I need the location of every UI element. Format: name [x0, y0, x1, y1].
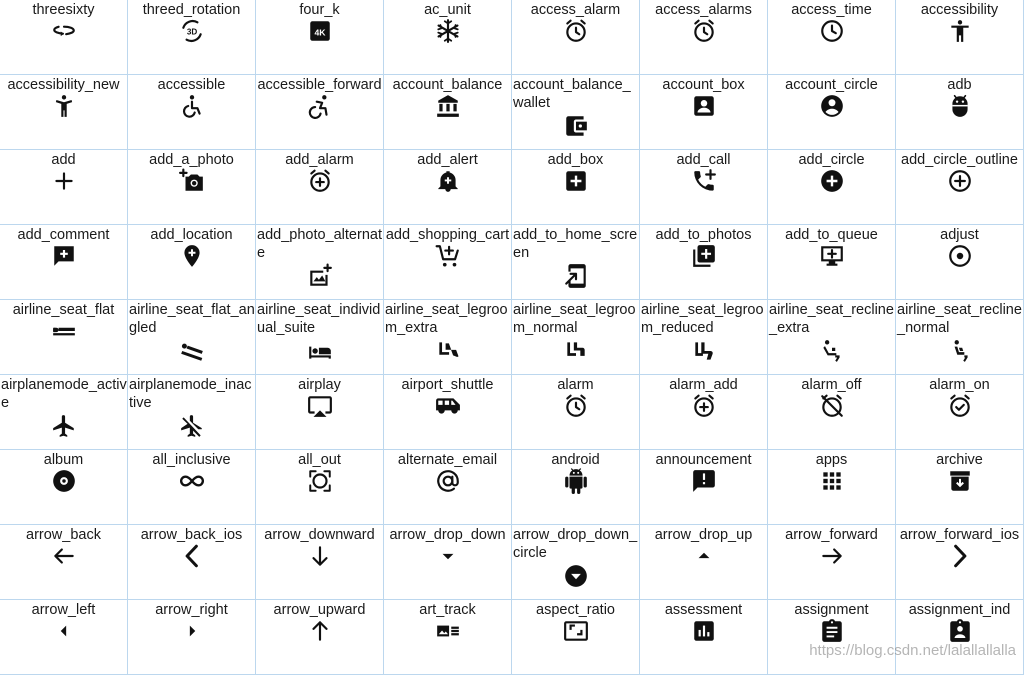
airline-seat-legroom-extra-icon: [435, 338, 461, 364]
icon-cell: [512, 0, 640, 75]
icon-cell: [384, 225, 512, 300]
icon-cell: [128, 375, 256, 450]
icon-label: airline_seat_legroom_extra: [385, 302, 508, 336]
svg-text:4K: 4K: [313, 27, 326, 38]
icon-cell: [256, 225, 384, 300]
icon-cell: [128, 225, 256, 300]
icon-label: add_comment: [17, 227, 110, 243]
icon-cell: [0, 225, 128, 300]
icon-cell: [896, 600, 1024, 675]
icon-cell: [256, 525, 384, 600]
add-circle-icon: [819, 168, 845, 194]
icon-label: add_circle_outline: [901, 152, 1018, 168]
icon-label: arrow_back_ios: [140, 527, 243, 543]
icon-label: add: [51, 152, 76, 168]
icon-label: ac_unit: [424, 2, 471, 18]
art-track-icon: [435, 618, 461, 644]
threesixty-icon: [51, 18, 77, 44]
all-out-icon: [307, 468, 333, 494]
icon-label: arrow_downward: [264, 527, 375, 543]
icon-label: accessibility: [920, 2, 999, 18]
icon-label: access_alarms: [655, 2, 752, 18]
icon-label: accessible: [157, 77, 226, 93]
icon-label: arrow_drop_up: [654, 527, 753, 543]
aspect-ratio-icon: [563, 618, 589, 644]
airline-seat-recline-normal-icon: [947, 338, 973, 364]
adb-icon: [947, 93, 973, 119]
alternate-email-icon: [435, 468, 461, 494]
icon-cell: [512, 600, 640, 675]
icon-cell: [384, 600, 512, 675]
assignment-ind-icon: [947, 618, 973, 644]
icon-label: airline_seat_legroom_reduced: [641, 302, 764, 336]
icon-label: arrow_upward: [273, 602, 366, 618]
alarm-on-icon: [947, 393, 973, 419]
icon-cell: [384, 375, 512, 450]
apps-icon: [819, 468, 845, 494]
icon-cell: [128, 150, 256, 225]
icon-cell: [0, 450, 128, 525]
arrow-downward-icon: [307, 543, 333, 569]
icon-label: threed_rotation: [142, 2, 241, 18]
icon-label: account_circle: [785, 77, 878, 93]
icon-cell: [512, 525, 640, 600]
icon-label: aspect_ratio: [536, 602, 615, 618]
icon-label: android: [551, 452, 600, 468]
icon-cell: [512, 375, 640, 450]
arrow-forward-ios-icon: [947, 543, 973, 569]
icon-label: arrow_forward: [785, 527, 878, 543]
accessibility-new-icon: [51, 93, 77, 119]
icon-cell: [640, 75, 768, 150]
add-alarm-icon: [307, 168, 333, 194]
icon-label: adjust: [940, 227, 979, 243]
icon-label: add_to_photos: [655, 227, 752, 243]
add-call-icon: [691, 168, 717, 194]
icon-cell: [896, 450, 1024, 525]
icon-label: access_alarm: [530, 2, 621, 18]
alarm-off-icon: [819, 393, 845, 419]
icon-label: airline_seat_flat_angled: [129, 302, 255, 336]
airline-seat-legroom-reduced-icon: [691, 338, 717, 364]
icon-cell: [768, 0, 896, 75]
add-to-home-screen-icon: [563, 263, 589, 289]
add-shopping-cart-icon: [435, 243, 461, 269]
icon-label: arrow_left: [31, 602, 96, 618]
icon-label: add_call: [676, 152, 731, 168]
accessible-icon: [179, 93, 205, 119]
icon-label: add_alert: [417, 152, 478, 168]
arrow-drop-down-circle-icon: [563, 563, 589, 589]
airplanemode-active-icon: [51, 413, 77, 439]
icon-label: assignment_ind: [908, 602, 1011, 618]
add-location-icon: [179, 243, 205, 269]
add-icon: [51, 168, 77, 194]
add-box-icon: [563, 168, 589, 194]
icon-cell: [0, 0, 128, 75]
icon-label: all_inclusive: [152, 452, 231, 468]
arrow-left-icon: [51, 618, 77, 644]
icon-label: airplanemode_active: [1, 377, 127, 411]
account-box-icon: [691, 93, 717, 119]
add-to-photos-icon: [691, 243, 717, 269]
icon-label: album: [43, 452, 84, 468]
airplanemode-inactive-icon: [179, 413, 205, 439]
icon-label: add_location: [150, 227, 233, 243]
icon-label: alarm: [557, 377, 594, 393]
airline-seat-legroom-normal-icon: [563, 338, 589, 364]
icon-label: add_to_home_screen: [513, 227, 638, 261]
icon-cell: [768, 600, 896, 675]
icon-label: add_to_queue: [785, 227, 878, 243]
access-alarms-icon: [691, 18, 717, 44]
arrow-right-icon: [179, 618, 205, 644]
icon-label: airline_seat_recline_normal: [897, 302, 1022, 336]
icon-cell: [0, 75, 128, 150]
icon-cell: [896, 0, 1024, 75]
icon-label: add_a_photo: [149, 152, 234, 168]
watermark: https://blog.csdn.net/lalallallalla: [809, 642, 1016, 659]
account-circle-icon: [819, 93, 845, 119]
icon-cell: [512, 300, 640, 375]
icon-cell: [128, 600, 256, 675]
icon-cell: [384, 525, 512, 600]
icon-cell: [256, 600, 384, 675]
icon-cell: [0, 525, 128, 600]
icon-label: add_alarm: [285, 152, 354, 168]
icon-cell: [512, 150, 640, 225]
icon-cell: [640, 525, 768, 600]
icon-cell: [768, 525, 896, 600]
access-time-icon: [819, 18, 845, 44]
icon-label: alarm_off: [801, 377, 862, 393]
icon-label: announcement: [655, 452, 752, 468]
icon-label: add_circle: [798, 152, 865, 168]
icon-label: art_track: [419, 602, 476, 618]
adjust-icon: [947, 243, 973, 269]
access-alarm-icon: [563, 18, 589, 44]
icon-cell: [256, 150, 384, 225]
icon-label: threesixty: [32, 2, 95, 18]
icon-cell: [256, 300, 384, 375]
icon-cell: [640, 225, 768, 300]
icon-label: arrow_back: [26, 527, 101, 543]
icon-cell: [896, 525, 1024, 600]
arrow-drop-down-icon: [435, 543, 461, 569]
icon-cell: [512, 225, 640, 300]
arrow-back-icon: [51, 543, 77, 569]
icon-cell: [256, 375, 384, 450]
four-k-icon: [307, 18, 333, 44]
icon-cell: [768, 375, 896, 450]
alarm-add-icon: [691, 393, 717, 419]
icon-label: account_box: [662, 77, 745, 93]
icon-cell: [384, 150, 512, 225]
android-icon: [563, 468, 589, 494]
icon-cell: [768, 300, 896, 375]
icon-label: access_time: [791, 2, 872, 18]
add-to-queue-icon: [819, 243, 845, 269]
icon-cell: [640, 600, 768, 675]
album-icon: [51, 468, 77, 494]
icon-cell: [256, 450, 384, 525]
icon-label: airport_shuttle: [401, 377, 494, 393]
ac-unit-icon: [435, 18, 461, 44]
icon-cell: [896, 225, 1024, 300]
icon-label: archive: [936, 452, 983, 468]
icon-label: add_box: [547, 152, 604, 168]
accessible-forward-icon: [307, 93, 333, 119]
icon-cell: [128, 525, 256, 600]
icon-label: accessibility_new: [7, 77, 120, 93]
airport-shuttle-icon: [435, 393, 461, 419]
icon-cell: [896, 150, 1024, 225]
icon-label: airplay: [298, 377, 341, 393]
arrow-forward-icon: [819, 543, 845, 569]
icon-label: airline_seat_individual_suite: [257, 302, 381, 336]
threed-rotation-icon: [179, 18, 205, 44]
icon-cell: [128, 450, 256, 525]
icon-label: all_out: [298, 452, 341, 468]
icon-cell: [256, 0, 384, 75]
assessment-icon: [691, 618, 717, 644]
icon-cell: [896, 75, 1024, 150]
icon-cell: [0, 300, 128, 375]
icon-cell: [128, 0, 256, 75]
icon-cell: [384, 0, 512, 75]
icon-cell: [640, 0, 768, 75]
all-inclusive-icon: [179, 468, 205, 494]
add-comment-icon: [51, 243, 77, 269]
icon-cell: [256, 75, 384, 150]
icon-cell: [640, 150, 768, 225]
icon-label: alternate_email: [397, 452, 498, 468]
icon-label: alarm_on: [929, 377, 990, 393]
icon-label: alarm_add: [669, 377, 738, 393]
icon-cell: [768, 150, 896, 225]
icon-cell: [384, 75, 512, 150]
icon-label: assignment: [794, 602, 869, 618]
icon-cell: [896, 375, 1024, 450]
icon-label: assessment: [664, 602, 743, 618]
icon-cell: [384, 450, 512, 525]
assignment-icon: [819, 618, 845, 644]
icon-cell: [768, 75, 896, 150]
icon-cell: [0, 150, 128, 225]
icon-label: four_k: [299, 2, 340, 18]
archive-icon: [947, 468, 973, 494]
icon-cell: [640, 450, 768, 525]
icon-label: account_balance_wallet: [513, 77, 631, 111]
arrow-upward-icon: [307, 618, 333, 644]
account-balance-wallet-icon: [563, 113, 589, 139]
icon-cell: [512, 75, 640, 150]
icon-cell: [384, 300, 512, 375]
icon-label: arrow_forward_ios: [899, 527, 1020, 543]
announcement-icon: [691, 468, 717, 494]
icon-cell: [640, 300, 768, 375]
alarm-icon: [563, 393, 589, 419]
accessibility-icon: [947, 18, 973, 44]
icon-label: accessible_forward: [257, 77, 382, 93]
icon-cell: [128, 75, 256, 150]
icon-cell: [640, 375, 768, 450]
icon-cell: [768, 450, 896, 525]
airline-seat-flat-icon: [51, 318, 77, 344]
add-a-photo-icon: [179, 168, 205, 194]
icon-label: arrow_right: [155, 602, 228, 618]
icon-cell: [128, 300, 256, 375]
icon-cell: [0, 375, 128, 450]
add-circle-outline-icon: [947, 168, 973, 194]
account-balance-icon: [435, 93, 461, 119]
airplay-icon: [307, 393, 333, 419]
add-alert-icon: [435, 168, 461, 194]
icon-label: account_balance: [392, 77, 503, 93]
icon-label: airline_seat_legroom_normal: [513, 302, 636, 336]
icon-label: airline_seat_flat: [12, 302, 115, 318]
arrow-back-ios-icon: [179, 543, 205, 569]
icon-label: arrow_drop_down: [389, 527, 506, 543]
icon-label: apps: [815, 452, 848, 468]
add-photo-alternate-icon: [307, 263, 333, 289]
icon-label: add_photo_alternate: [257, 227, 382, 261]
airline-seat-individual-suite-icon: [307, 338, 333, 364]
icon-cell: [0, 600, 128, 675]
icon-cell: [768, 225, 896, 300]
icon-label: adb: [947, 77, 972, 93]
icon-cell: [512, 450, 640, 525]
svg-text:3D: 3D: [186, 27, 197, 37]
airline-seat-recline-extra-icon: [819, 338, 845, 364]
icon-label: airplanemode_inactive: [129, 377, 252, 411]
icon-label: arrow_drop_down_circle: [513, 527, 638, 561]
icon-cell: [896, 300, 1024, 375]
icon-label: airline_seat_recline_extra: [769, 302, 894, 336]
arrow-drop-up-icon: [691, 543, 717, 569]
icon-label: add_shopping_cart: [385, 227, 510, 243]
airline-seat-flat-angled-icon: [179, 338, 205, 364]
